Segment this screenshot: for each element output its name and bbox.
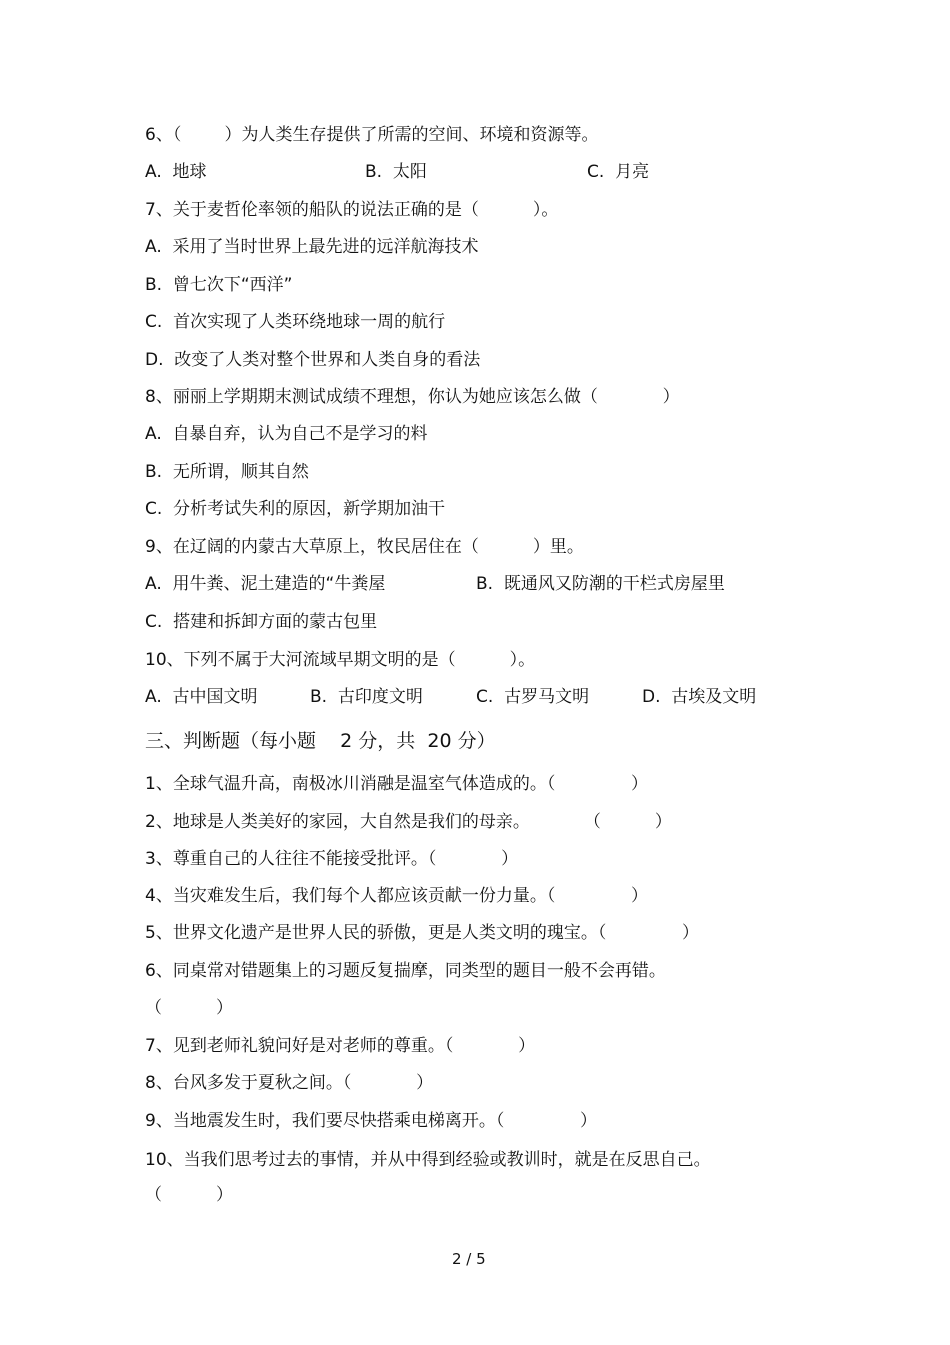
judgment-item-5: 5、世界文化遗产是世界人民的骄傲，更是人类文明的瑰宝。（ ）	[145, 923, 699, 943]
question-10-option-c: C. 古罗马文明	[476, 687, 590, 707]
question-7-option-a: A. 采用了当时世界上最先进的远洋航海技术	[145, 237, 479, 257]
section-3-title: 三、判断题（每小题 2 分，共 20 分）	[145, 730, 496, 752]
judgment-item-8: 8、台风多发于夏秋之间。（ ）	[145, 1073, 434, 1093]
judgment-item-10-blank: （ ）	[145, 1185, 234, 1205]
judgment-item-9: 9、当地震发生时，我们要尽快搭乘电梯离开。（ ）	[145, 1111, 597, 1131]
judgment-item-10: 10、当我们思考过去的事情，并从中得到经验或教训时，就是在反思自己。	[145, 1150, 711, 1170]
judgment-item-1: 1、全球气温升高，南极冰川消融是温室气体造成的。（ ）	[145, 774, 648, 794]
question-8-option-b: B. 无所谓，顺其自然	[145, 462, 309, 482]
question-7-option-d: D. 改变了人类对整个世界和人类自身的看法	[145, 350, 481, 370]
question-7-option-c: C. 首次实现了人类环绕地球一周的航行	[145, 312, 446, 332]
judgment-item-4: 4、当灾难发生后，我们每个人都应该贡献一份力量。（ ）	[145, 886, 648, 906]
question-7-option-b: B. 曾七次下“西洋”	[145, 275, 293, 295]
question-6-option-c: C. 月亮	[587, 162, 650, 182]
judgment-item-7: 7、见到老师礼貌问好是对老师的尊重。（ ）	[145, 1036, 536, 1056]
question-9-option-c: C. 搭建和拆卸方面的蒙古包里	[145, 612, 378, 632]
judgment-item-6-blank: （ ）	[145, 998, 234, 1018]
question-10-option-b: B. 古印度文明	[310, 687, 423, 707]
judgment-item-2: 2、地球是人类美好的家园，大自然是我们的母亲。 （ ）	[145, 812, 672, 832]
question-6-stem: 6、（ ）为人类生存提供了所需的空间、环境和资源等。	[145, 125, 599, 145]
question-8-option-c: C. 分析考试失利的原因，新学期加油干	[145, 499, 446, 519]
question-9-option-b: B. 既通风又防潮的干栏式房屋里	[476, 574, 725, 594]
question-6-option-b: B. 太阳	[365, 162, 427, 182]
question-10-option-a: A. 古中国文明	[145, 687, 258, 707]
question-8-stem: 8、丽丽上学期期末测试成绩不理想，你认为她应该怎么做（ ）	[145, 387, 680, 407]
question-7-stem: 7、关于麦哲伦率领的船队的说法正确的是（ ）。	[145, 200, 559, 220]
judgment-item-3: 3、尊重自己的人往往不能接受批评。（ ）	[145, 849, 519, 869]
judgment-item-6: 6、同桌常对错题集上的习题反复揣摩，同类型的题目一般不会再错。	[145, 961, 666, 981]
question-9-option-a: A. 用牛粪、泥土建造的“牛粪屋	[145, 574, 386, 594]
page-number: 2 / 5	[452, 1250, 486, 1268]
question-6-option-a: A. 地球	[145, 162, 207, 182]
question-10-option-d: D. 古埃及文明	[642, 687, 757, 707]
question-9-stem: 9、在辽阔的内蒙古大草原上，牧民居住在（ ）里。	[145, 537, 584, 557]
question-8-option-a: A. 自暴自弃，认为自己不是学习的料	[145, 424, 428, 444]
question-10-stem: 10、下列不属于大河流域早期文明的是（ ）。	[145, 650, 536, 670]
